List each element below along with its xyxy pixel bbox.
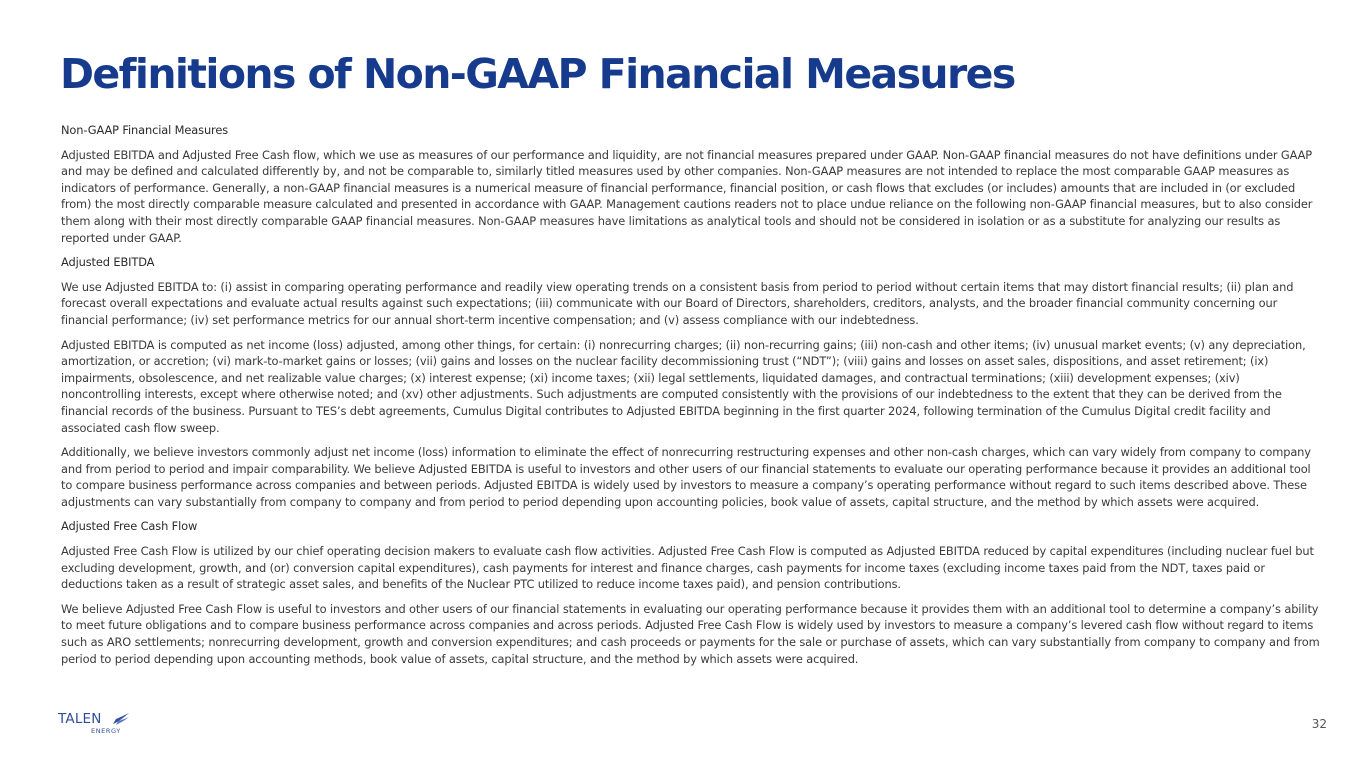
section-heading: Adjusted EBITDA [61,255,155,270]
section-heading: Adjusted Free Cash Flow [61,519,198,534]
section-paragraph: We use Adjusted EBITDA to: (i) assist in comparing operating performance and readily view operating trends on a consistent basis from period to period without certain items that may distort financial results; (ii) plan and forecast overall expectations and evaluate actual results against such expectations; (iii) communicate with our Board of Directors, shareholders, creditors, analysts, and the broader financial community concerning our financial performance; (iv) set performance metrics for our annual short-term incentive compensation; and (v) assess compliance with our indebtedness. [61,279,1294,327]
body-content [61,122,1323,675]
section-paragraph: Adjusted Free Cash Flow is utilized by our chief operating decision makers to evaluate cash flow activities. Adjusted Free Cash Flow is computed as Adjusted EBITDA reduced by capital expenditures (including nuclear fuel but excluding development, growth, and (or) conversion capital expenditures), cash payments for interest and finance charges, cash payments for income taxes (excluding income taxes paid from the NDT, taxes paid or deductions taken as a result of strategic asset sales, and benefits of the Nuclear PTC utilized to reduce income taxes paid), and pension contributions. [61,544,1314,592]
page-number: 32 [1311,717,1327,731]
company-logo [58,711,138,737]
section-paragraph: Additionally, we believe investors commonly adjust net income (loss) information to eliminate the effect of nonrecurring restructuring expenses and other non-cash charges, which can vary widely from company to company and from period to period and impair comparability. We believe Adjusted EBITDA is useful to investors and other users of our financial statements to evaluate our operating performance because it provides an additional tool to compare business performance across companies and between periods. Adjusted EBITDA is widely used by investors to measure a company’s operating performance without regard to such items described above. These adjustments can vary substantially from company to company and from period to period depending upon accounting policies, book value of assets, capital structure, and the method by which assets were acquired. [61,445,1311,509]
section-heading: Non-GAAP Financial Measures [61,123,229,137]
section-paragraph: We believe Adjusted Free Cash Flow is useful to investors and other users of our financial statements in evaluating our operating performance because it provides them with an additional tool to determine a company’s ability to meet future obligations and to compare business performance across companies and across periods. Adjusted Free Cash Flow is widely used by investors to measure a company’s levered cash flow without regard to items such as ARO settlements; nonrecurring development, growth and conversion expenditures; and cash proceeds or payments for the sale or purchase of assets, which can vary substantially from company to company and from period to period depending upon accounting methods, book value of assets, capital structure, and the method by which assets were acquired. [61,601,1320,666]
logo-subtitle: ENERGY [91,727,121,735]
section-paragraph: Adjusted EBITDA and Adjusted Free Cash flow, which we use as measures of our performance and liquidity, are not financial measures prepared under GAAP. Non-GAAP financial measures do not have definitions under GAAP and may be defined and calculated differently by, and not be comparable to, similarly titled measures used by other companies. Non-GAAP measures are not intended to replace the most comparable GAAP measures as indicators of performance. Generally, a non-GAAP financial measures is a numerical measure of financial performance, financial position, or cash flows that excludes (or includes) amounts that are included in (or excluded from) the most directly comparable measure calculated and presented in accordance with GAAP. Management cautions readers not to place undue reliance on the following non-GAAP financial measures, but to also consider them along with their most directly comparable GAAP financial measures. Non-GAAP measures have limitations as analytical tools and should not be considered in isolation or as a substitute for analyzing our results as reported under GAAP. [61,147,1313,245]
page-title: Definitions of Non-GAAP Financial Measures [60,50,1015,98]
section-paragraph: Adjusted EBITDA is computed as net income (loss) adjusted, among other things, for certain: (i) nonrecurring charges; (ii) non-recurring gains; (iii) non-cash and other items; (iv) unusual market events; (v) any depreciation, amortization, or accretion; (vi) mark-to-market gains or losses; (vii) gains and losses on the nuclear facility decommissioning trust (“NDT”); (viii) gains and losses on asset sales, dispositions, and asset retirement; (ix) impairments, obsolescence, and net realizable value charges; (x) interest expense; (xi) income taxes; (xii) legal settlements, liquidated damages, and contractual terminations; (xiii) development expenses; (xiv) noncontrolling interests, except where otherwise noted; and (xv) other adjustments. Such adjustments are computed consistently with the provisions of our indebtedness to the extent that they can be derived from the financial records of the business. Pursuant to TES’s debt agreements, Cumulus Digital contributes to Adjusted EBITDA beginning in the first quarter 2024, following termination of the Cumulus Digital credit facility and associated cash flow sweep. [61,337,1306,435]
logo-wordmark: TALEN [58,711,102,727]
wing-icon [112,712,130,726]
